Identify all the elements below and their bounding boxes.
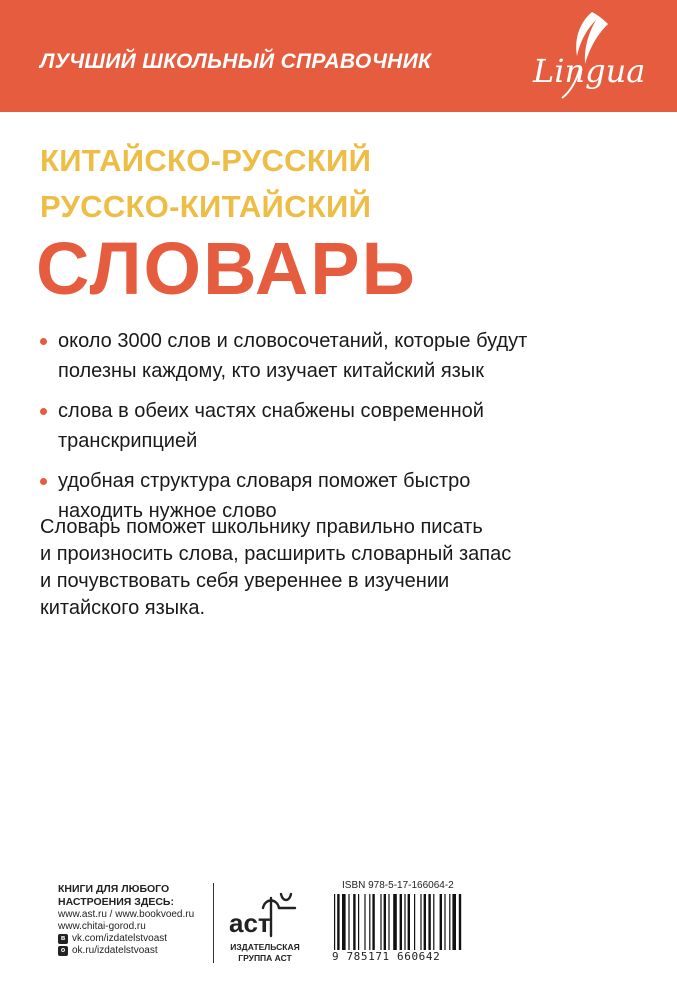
barcode-bar [459,894,461,950]
barcode-bar [334,894,335,950]
series-label: ЛУЧШИЙ ШКОЛЬНЫЙ СПРАВОЧНИК [40,50,432,73]
barcode-icon [332,894,494,950]
vk-row [58,933,208,945]
footer-sites: www.chitai-gorod.ru [58,921,146,932]
description-line: китайского языка. [40,597,206,619]
description-line: и произносить слова, расширить словарный запас [40,543,512,565]
feature-item [40,396,640,456]
ast-logo-text: аст [229,908,271,938]
feature-line: слова в обеих частях снабжены современной [58,400,484,422]
barcode-bar [404,894,405,950]
barcode-bar [420,894,421,950]
barcode-bar [400,894,402,950]
barcode-bar [449,894,450,950]
barcode-bar [372,894,374,950]
isbn-label: ISBN 978-5-17-166064-2 [342,880,454,891]
header-banner [0,0,677,112]
barcode-bar [408,894,410,950]
barcode-bar [358,894,359,950]
publisher-line: ИЗДАТЕЛЬСКАЯ [230,942,300,952]
ok-link: ok.ru/izdatelstvoast [72,945,158,956]
bullet-icon [40,478,47,485]
lingua-logo-text: Lingua [533,52,646,90]
ast-logo-icon [225,888,305,938]
bullet-icon [40,338,47,345]
barcode-bar [388,894,389,950]
barcode-bar [433,894,434,950]
subtitle-russian-chinese: РУССКО-КИТАЙСКИЙ [40,189,372,224]
barcode-bar [428,894,430,950]
page-title: СЛОВАРЬ [36,227,417,310]
barcode-bar [380,894,381,950]
barcode-number: 9 785171 660642 [332,950,441,963]
barcode-bar [424,894,426,950]
vk-icon: в [58,934,68,944]
subtitle-chinese-russian: КИТАЙСКО-РУССКИЙ [40,143,372,178]
footer-sites: www.ast.ru / www.bookvoed.ru [58,909,195,920]
bullet-icon [40,408,47,415]
barcode-bar [337,894,339,950]
feature-line: транскрипцией [58,430,198,452]
footer-divider [213,883,214,963]
barcode-bar [440,894,442,950]
feature-item [40,326,640,386]
footer-heading: КНИГИ ДЛЯ ЛЮБОГО [58,883,170,895]
feature-line: около 3000 слов и словосочетаний, которые будут [58,330,528,352]
publisher-name [220,942,310,964]
footer-links [58,883,208,957]
ok-row [58,945,208,957]
description [40,514,640,622]
feature-line: полезны каждому, кто изучает китайский язык [58,360,484,382]
barcode-bar [353,894,355,950]
barcode-bar [384,894,386,950]
description-line: и почувствовать себя увереннее в изучении [40,570,450,592]
barcode-bar [452,894,456,950]
vk-link: vk.com/izdatelstvoast [72,933,168,944]
barcode-bar [348,894,349,950]
barcode-bar [342,894,346,950]
barcode-bar [393,894,397,950]
ok-icon: о [58,946,68,956]
barcode-bar [364,894,365,950]
feature-line: находить нужное слово [58,500,277,522]
barcode-bar [414,894,415,950]
publisher-line: ГРУППА АСТ [238,953,292,963]
footer-heading: НАСТРОЕНИЯ ЗДЕСЬ: [58,896,174,908]
feature-line: удобная структура словаря поможет быстро [58,470,471,492]
description-line: Словарь поможет школьнику правильно писать [40,516,483,538]
feature-list [40,326,640,536]
barcode-bar [369,894,370,950]
barcode-bar [444,894,445,950]
